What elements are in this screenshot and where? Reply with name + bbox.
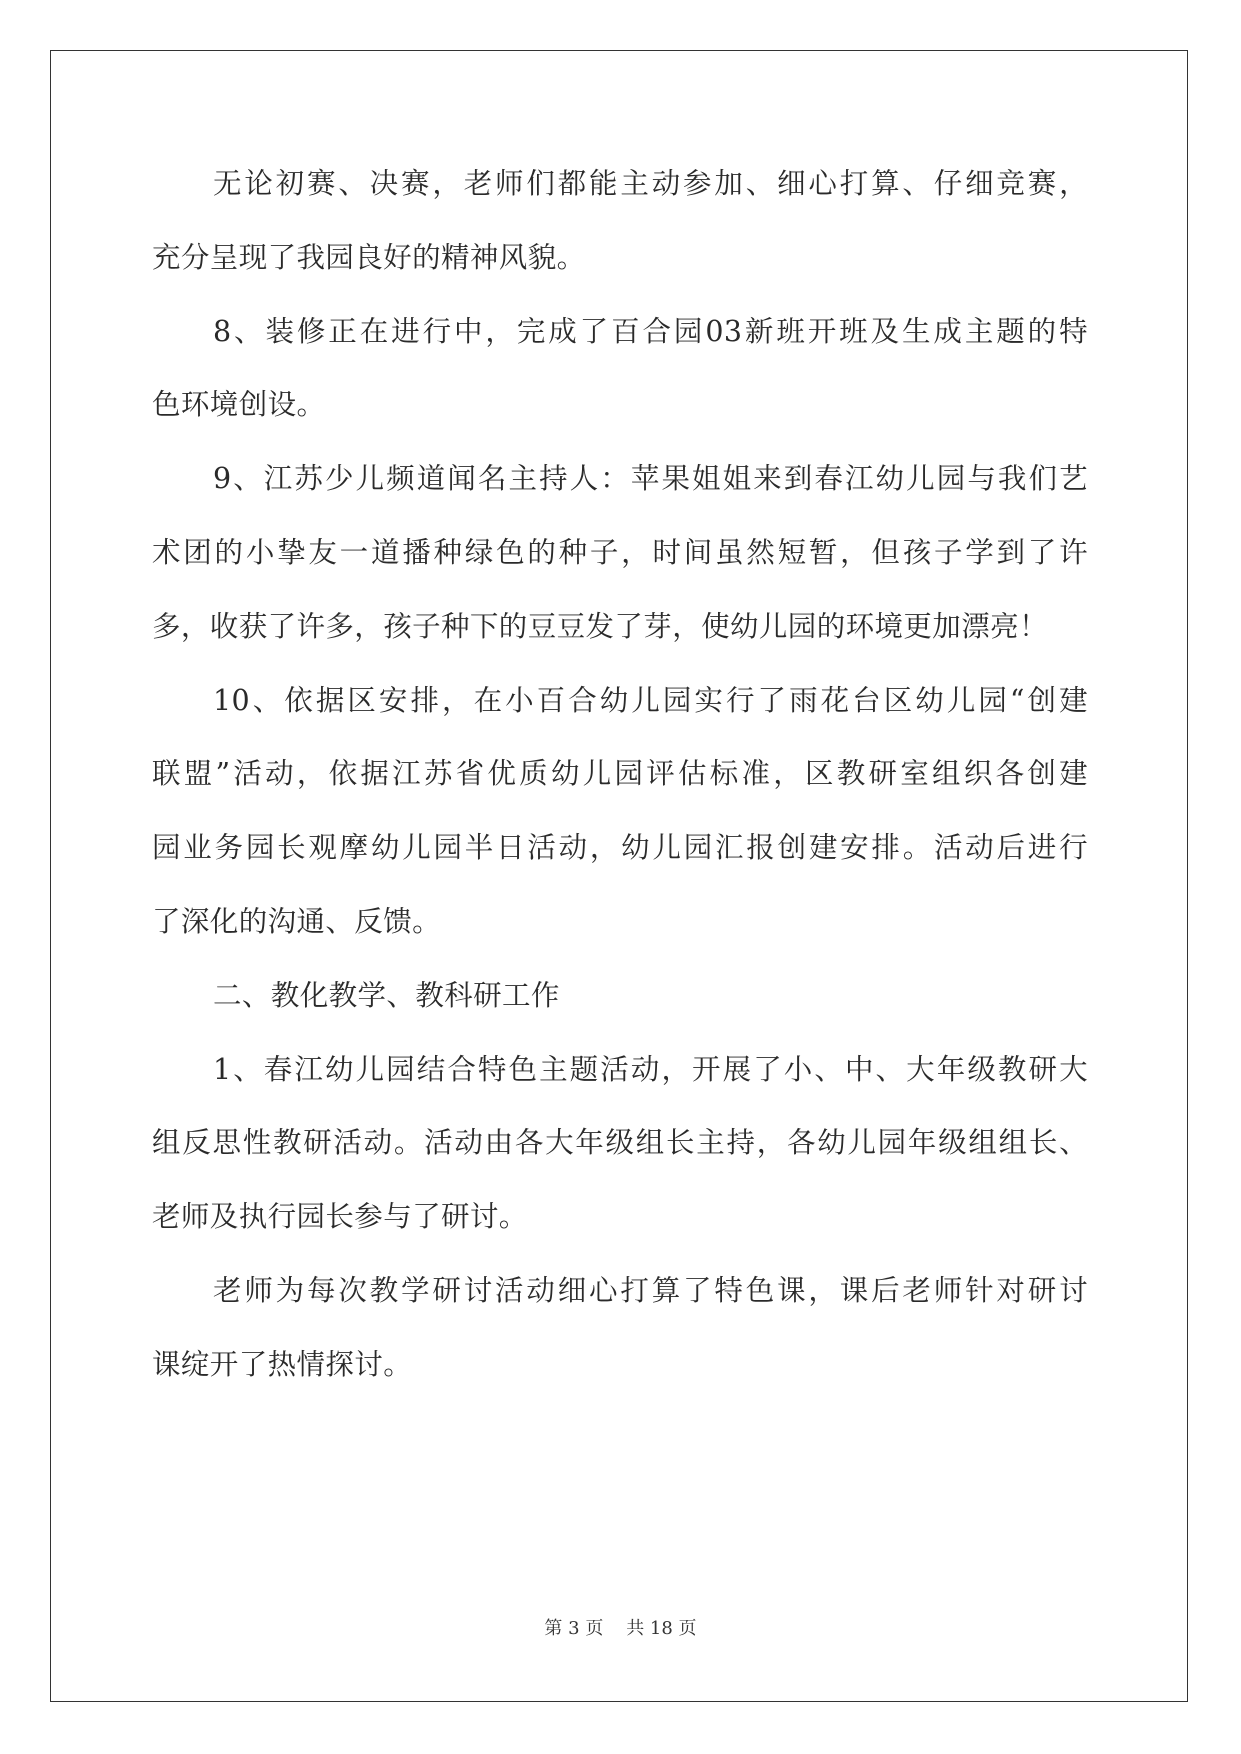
text-line: 课绽开了热情探讨。: [152, 1347, 413, 1381]
page-number-footer: 第 3 页 共 18 页: [544, 1618, 697, 1639]
text-line: 10、依据区安排，在小百合幼儿园实行了雨花台区幼儿园“创建: [213, 683, 1088, 717]
text-line: 组反思性教研活动。活动由各大年级组长主持，各幼儿园年级组组长、: [152, 1126, 1088, 1160]
text-line: 老师及执行园长参与了研讨。: [152, 1200, 528, 1234]
text-line: 1、春江幼儿园结合特色主题活动，开展了小、中、大年级教研大: [213, 1052, 1088, 1086]
text-line: 了深化的沟通、反馈。: [152, 904, 442, 938]
text-line: 色环境创设。: [152, 388, 326, 422]
document-body: [152, 164, 1088, 1419]
text-line: 充分呈现了我园良好的精神风貌。: [152, 240, 586, 274]
text-line: 老师为每次教学研讨活动细心打算了特色课，课后老师针对研讨: [213, 1273, 1088, 1307]
text-line: 9、江苏少儿频道闻名主持人：苹果姐姐来到春江幼儿园与我们艺: [213, 462, 1088, 496]
text-line: 8、装修正在进行中，完成了百合园03新班开班及生成主题的特: [213, 314, 1088, 348]
text-line: 无论初赛、决赛，老师们都能主动参加、细心打算、仔细竞赛，: [213, 167, 1088, 200]
text-line: 术团的小挚友一道播种绿色的种子，时间虽然短暂，但孩子学到了许: [152, 535, 1088, 569]
section-heading: 二、教化教学、教科研工作: [213, 978, 560, 1012]
text-line: 园业务园长观摩幼儿园半日活动，幼儿园汇报创建安排。活动后进行: [152, 831, 1088, 865]
text-line: 联盟”活动，依据江苏省优质幼儿园评估标准，区教研室组织各创建: [152, 757, 1088, 791]
text-line: 多，收获了许多，孩子种下的豆豆发了芽，使幼儿园的环境更加漂亮！: [152, 609, 1048, 643]
